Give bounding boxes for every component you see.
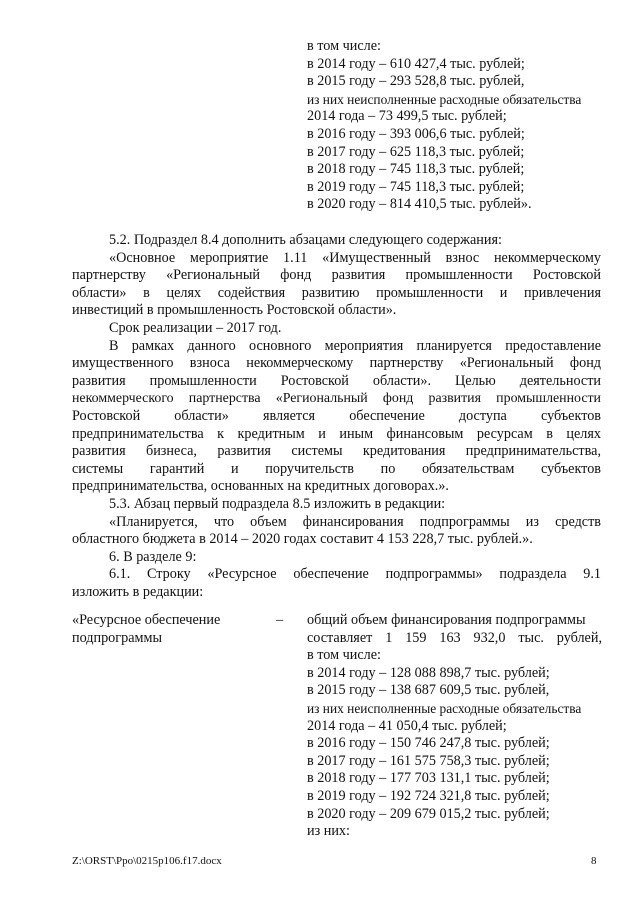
description-line: В рамках данного основного мероприятия планируется предоставление xyxy=(109,337,601,354)
page-number: 8 xyxy=(591,855,597,867)
plan-line: областного бюджета в 2014 – 2020 годах составит 4 153 228,7 тыс. рублей.». xyxy=(72,531,533,548)
list-line: в 2017 году – 625 118,3 тыс. рублей; xyxy=(307,143,525,160)
description-line: системы гарантий и поручительств по обязательствам субъектов xyxy=(72,460,601,477)
value-line: из них неисполненные расходные обязательства xyxy=(307,700,582,716)
value-line: в 2015 году – 138 687 609,5 тыс. рублей, xyxy=(307,682,550,699)
value-line: в 2014 году – 128 088 898,7 тыс. рублей; xyxy=(307,664,550,681)
list-line: в 2020 году – 814 410,5 тыс. рублей». xyxy=(307,196,532,213)
description-line: предпринимательства к кредитным и иным финансовым ресурсам в целях xyxy=(72,425,601,442)
label-line: «Ресурсное обеспечение xyxy=(72,612,221,628)
description-line: Ростовской области» является обеспечение доступа субъектов xyxy=(72,407,601,424)
value-line: из них: xyxy=(307,823,350,840)
value-line: в 2020 году – 209 679 015,2 тыс. рублей; xyxy=(307,805,550,822)
value-line: общий объем финансирования подпрограммы xyxy=(307,612,586,628)
value-line: 2014 года – 41 050,4 тыс. рублей; xyxy=(307,717,507,734)
paragraph-6-1-line: 6.1. Строку «Ресурсное обеспечение подпрограммы» подраздела 9.1 xyxy=(109,566,601,583)
label-line: подпрограммы xyxy=(72,629,162,646)
value-line: в 2019 году – 192 724 321,8 тыс. рублей; xyxy=(307,787,550,804)
list-line: в 2015 году – 293 528,8 тыс. рублей, xyxy=(307,73,525,90)
resource-label xyxy=(72,612,262,647)
value-line: в 2016 году – 150 746 247,8 тыс. рублей; xyxy=(307,735,550,752)
list-line: в 2014 году – 610 427,4 тыс. рублей; xyxy=(307,55,525,72)
list-line: в 2018 году – 745 118,3 тыс. рублей; xyxy=(307,161,525,178)
description-line: развития бизнеса, развития системы кредитования предпринимательства, xyxy=(72,443,601,460)
quote-line: партнерству «Региональный фонд развития промышленности Ростовской xyxy=(72,267,601,284)
resource-dash: – xyxy=(276,612,284,628)
paragraph-5-2: 5.2. Подраздел 8.4 дополнить абзацами следующего содержания: xyxy=(109,232,502,248)
list-line: в том числе: xyxy=(307,38,381,54)
description-line: развития промышленности Ростовской области». Целью деятельности xyxy=(72,372,601,389)
file-path-footer: Z:\ORST\Ppo\0215p106.f17.docx xyxy=(72,855,222,867)
funding-list-top xyxy=(307,38,607,214)
value-line: в том числе: xyxy=(307,647,381,664)
quote-line: инвестиций в промышленность Ростовской области». xyxy=(72,302,397,319)
paragraph-6-1-line: изложить в редакции: xyxy=(72,583,204,600)
value-line: в 2018 году – 177 703 131,1 тыс. рублей; xyxy=(307,770,550,787)
resource-values xyxy=(307,612,602,841)
description-line: некоммерческого партнерства «Региональный фонд развития промышленности xyxy=(72,391,601,407)
value-line: составляет 1 159 163 932,0 тыс. рублей, xyxy=(307,629,602,646)
list-line: из них неисполненные расходные обязательства xyxy=(307,91,582,107)
quote-line: «Основное мероприятие 1.11 «Имущественный взнос некоммерческому xyxy=(109,249,601,266)
implementation-term: Срок реализации – 2017 год. xyxy=(109,319,282,336)
quote-line: области» в целях содействия развитию промышленности и привлечения xyxy=(72,284,601,301)
plan-line: «Планируется, что объем финансирования подпрограммы из средств xyxy=(109,513,601,530)
paragraph-6: 6. В разделе 9: xyxy=(109,548,197,565)
list-line: 2014 года – 73 499,5 тыс. рублей; xyxy=(307,108,507,125)
description-line: имущественного взноса некоммерческому партнерству «Региональный фонд xyxy=(72,355,601,372)
list-line: в 2019 году – 745 118,3 тыс. рублей; xyxy=(307,178,525,195)
list-line: в 2016 году – 393 006,6 тыс. рублей; xyxy=(307,125,525,142)
value-line: в 2017 году – 161 575 758,3 тыс. рублей; xyxy=(307,752,550,769)
paragraph-5-3: 5.3. Абзац первый подраздела 8.5 изложить в редакции: xyxy=(109,495,446,512)
description-line: предпринимательства, основанных на кредитных договорах.». xyxy=(72,478,449,495)
document-body xyxy=(72,232,601,601)
